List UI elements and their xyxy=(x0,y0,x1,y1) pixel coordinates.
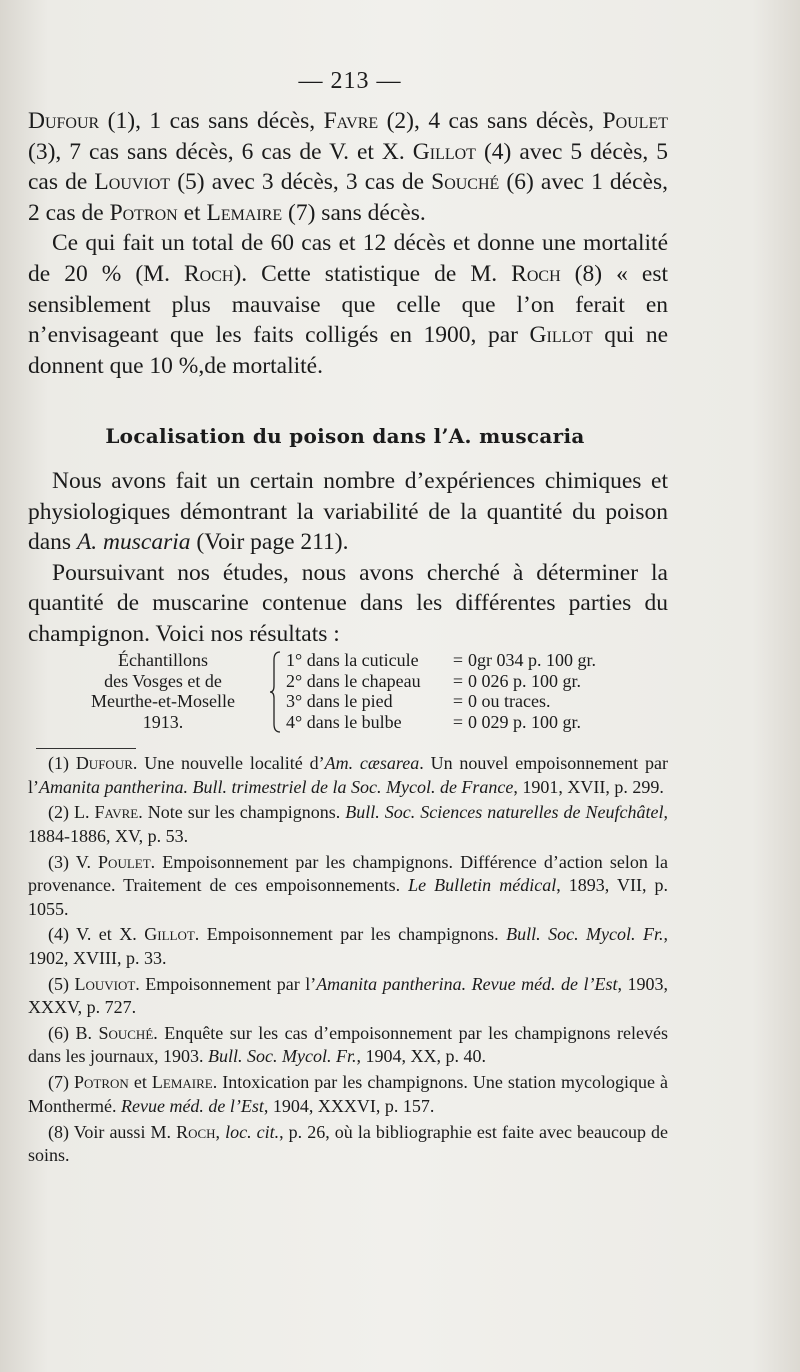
author-name: Roch xyxy=(511,260,561,287)
text-run: . Note sur les champignons. xyxy=(138,802,346,823)
text-run: (3), 7 cas sans décès, 6 cas de V. et X. xyxy=(28,138,413,165)
italic-text: Amanita pantherina. Bull. trimestriel de la Soc. Mycol. de France xyxy=(39,776,514,797)
sample-label-line: Meurthe-et-Moselle xyxy=(91,691,235,711)
italic-text: Am. cæsarea xyxy=(324,753,420,773)
paragraph-mortality xyxy=(28,228,668,381)
text-run: , 1904, XX, p. 40. xyxy=(356,1046,486,1067)
author-name: Dufour xyxy=(28,108,100,134)
text-run: , 1903, XXXV, p. 727. xyxy=(28,973,668,1018)
body-text-top xyxy=(28,106,668,381)
author-name: Louviot xyxy=(94,169,171,196)
equals-sign: = xyxy=(452,711,464,732)
text-run: (Voir page 211). xyxy=(190,529,349,556)
text-run: (3) V. xyxy=(48,851,99,872)
sample-label-line: Échantillons xyxy=(118,650,208,670)
italic-text: Amanita pantherina. Revue méd. de l’Est xyxy=(316,973,618,994)
text-run: (2), 4 cas sans décès, xyxy=(378,108,603,134)
footnote-5 xyxy=(28,973,668,1020)
result-row xyxy=(286,671,676,692)
author-name: Favre xyxy=(323,108,379,134)
author-name: Gillot xyxy=(144,924,195,945)
result-row xyxy=(286,691,676,712)
result-row xyxy=(286,712,676,733)
footnote-3 xyxy=(28,851,668,922)
footnote-7 xyxy=(28,1071,668,1118)
text-run: (5) avec 3 décès, 3 cas de xyxy=(170,169,432,196)
footnote-8 xyxy=(28,1121,668,1168)
author-name: Poulet xyxy=(602,108,668,134)
italic-text: Le Bulletin médical xyxy=(408,875,557,896)
text-run: qui ne donnent que 10 %,de mortalité. xyxy=(28,322,669,379)
text-run: (4) V. et X. xyxy=(48,924,145,945)
text-run: et xyxy=(128,1072,152,1093)
footnote-1 xyxy=(28,752,668,799)
text-run: (4) avec 5 décès, 5 cas de xyxy=(28,138,668,196)
text-run: (1), 1 cas sans décès, xyxy=(99,108,324,134)
italic-text: Bull. Soc. Mycol. Fr. xyxy=(207,1046,357,1067)
text-run: . Intoxication par les champignons. Une station mycologique à Monthermé. xyxy=(28,1072,668,1116)
equals-sign: = xyxy=(452,650,464,670)
text-run: (8) « est sensiblement plus mauvaise que celle que l’on ferait en n’envisageant que les faits colligés en 1900, par xyxy=(28,260,668,349)
italic-text: loc. cit. xyxy=(225,1121,280,1142)
author-name: Roch xyxy=(183,260,234,287)
text-run: (6) B. xyxy=(48,1022,99,1043)
author-name: Roch xyxy=(176,1121,216,1142)
text-run: et xyxy=(177,199,207,226)
text-run: Nous avons fait un certain nombre d’expériences chimiques et physiologiques démontrant la variabilité de la quantité du poison dans xyxy=(28,468,668,556)
text-run: . Empoisonnement par les champignons. Différence d’action selon la provenance. Traitement de ces empoisonnements. xyxy=(28,851,668,896)
result-part: 4° dans le bulbe xyxy=(286,711,402,732)
paragraph-results-intro xyxy=(28,558,668,650)
text-run: . Empoisonnement par les champignons. xyxy=(194,924,507,945)
footnote-separator xyxy=(36,748,136,749)
result-part: 1° dans la cuticule xyxy=(286,650,419,670)
text-run: , p. 26, où la bibliographie est faite avec beaucoup de soins. xyxy=(28,1121,669,1166)
text-run: . Empoisonnement par l’ xyxy=(135,973,317,994)
footnote-4 xyxy=(28,923,668,970)
results-list xyxy=(286,650,676,732)
result-value: 0 029 p. 100 gr. xyxy=(468,711,582,732)
author-name: Lemaire xyxy=(206,199,283,226)
footnote-2 xyxy=(28,801,668,848)
text-run: , 1902, XVIII, p. 33. xyxy=(28,924,668,968)
paragraph-case-list xyxy=(28,106,668,228)
author-name: Gillot xyxy=(529,322,593,349)
text-run: (7) xyxy=(48,1072,75,1093)
author-name: Lemaire xyxy=(151,1072,213,1093)
text-run: (8) Voir aussi M. xyxy=(48,1121,177,1142)
author-name: Gillot xyxy=(412,138,476,165)
result-value: 0 026 p. 100 gr. xyxy=(468,670,582,691)
text-run: ). Cette statistique de M. xyxy=(233,260,512,287)
result-row xyxy=(286,650,676,671)
author-name: Favre xyxy=(94,802,139,823)
author-name: Louviot xyxy=(74,973,136,994)
sample-label xyxy=(48,650,278,732)
text-run: (1) xyxy=(48,753,76,773)
footnotes xyxy=(28,752,668,1170)
result-part: 3° dans le pied xyxy=(286,691,393,711)
text-run: . Enquête sur les cas d’empoisonnement par les champignons relevés dans les journaux, 1903. xyxy=(28,1022,668,1067)
text-run: , 1901, XVII, p. 299. xyxy=(513,776,664,797)
equals-sign: = xyxy=(452,691,464,711)
italic-text: A. muscaria xyxy=(76,529,191,556)
author-name: Souché xyxy=(98,1022,154,1043)
body-text-section xyxy=(28,466,668,650)
sample-label-line: 1913. xyxy=(142,711,184,732)
author-name: Souché xyxy=(431,169,500,196)
italic-text: Bull. Soc. Mycol. Fr. xyxy=(506,924,664,945)
text-run: (5) xyxy=(48,973,75,994)
brace-icon xyxy=(270,650,282,734)
section-heading: Localisation du poison dans l’A. muscaria xyxy=(105,424,585,448)
italic-text: Revue méd. de l’Est xyxy=(120,1095,264,1116)
equals-sign: = xyxy=(452,670,464,691)
author-name: Dufour xyxy=(75,753,133,773)
text-run: , 1904, XXXVI, p. 157. xyxy=(263,1095,435,1116)
paragraph-experiments xyxy=(28,466,668,558)
text-run: Ce qui fait un total de 60 cas et 12 décès et donne une mortalité de 20 % (M. xyxy=(28,230,668,287)
text-run: (2) L. xyxy=(48,802,95,823)
author-name: Potron xyxy=(74,1072,129,1093)
results-table xyxy=(48,650,668,740)
italic-text: Bull. Soc. Sciences naturelles de Neufchâtel xyxy=(345,802,664,823)
author-name: Potron xyxy=(109,199,178,226)
result-value: 0gr 034 p. 100 gr. xyxy=(468,650,596,670)
sample-label-line: des Vosges et de xyxy=(104,670,222,691)
text-run: , xyxy=(215,1121,226,1142)
text-run: , 1884-1886, XV, p. 53. xyxy=(28,802,668,846)
text-run: . Un nouvel empoisonnement par l’ xyxy=(28,753,668,797)
result-part: 2° dans le chapeau xyxy=(286,670,421,691)
author-name: Poulet xyxy=(98,851,151,872)
text-run: (6) avec 1 décès, 2 cas de xyxy=(28,169,668,226)
result-value: 0 ou traces. xyxy=(468,691,551,711)
footnote-6 xyxy=(28,1022,668,1069)
text-run: , 1893, VII, p. 1055. xyxy=(28,875,668,919)
text-run: Poursuivant nos études, nous avons cherché à déterminer la quantité de muscarine contenue dans les différentes parties du champignon. Voici nos résultats : xyxy=(28,559,668,647)
page-number: — 213 — xyxy=(298,68,402,94)
text-run: (7) sans décès. xyxy=(282,199,426,226)
text-run: . Une nouvelle localité d’ xyxy=(132,753,325,773)
